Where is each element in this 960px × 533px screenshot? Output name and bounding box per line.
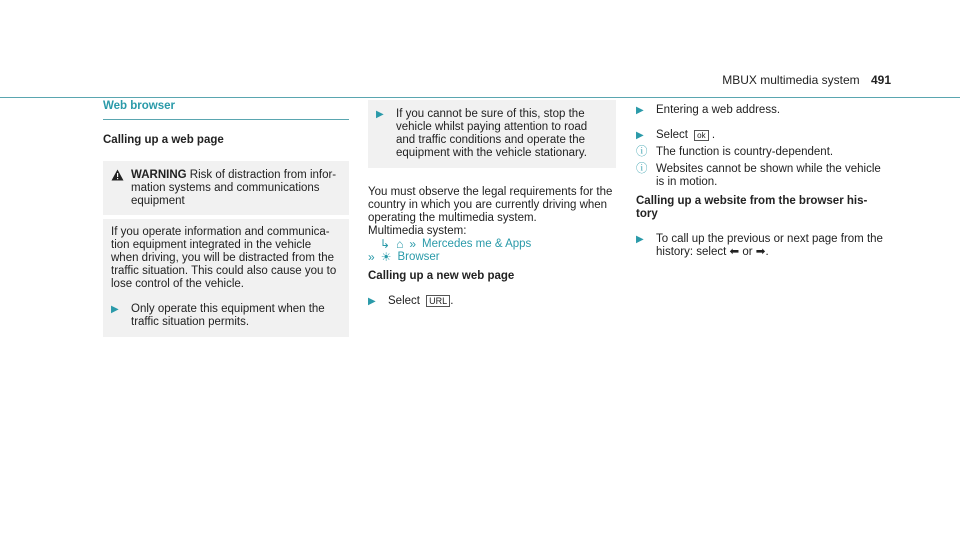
legal-paragraph: You must observe the legal requirements for the country in which you are currently driving when operating the multimedia system.: [368, 186, 613, 224]
header-rule: [0, 97, 960, 98]
warning-step-text: Only operate this equipment when the traffic situation permits.: [131, 303, 325, 328]
warning-text: [131, 169, 341, 208]
nav-path-1: [380, 238, 618, 251]
info-icon: ⓘ: [636, 163, 648, 175]
section-title: Web browser: [103, 100, 175, 112]
column-right: [636, 100, 886, 259]
step-arrow-icon: ▶: [111, 304, 119, 315]
select-label: Select: [388, 295, 420, 307]
history-step: ▶ To call up the previous or next page from the history: select ⬅ or ➡.: [636, 233, 883, 258]
history-step-text: To call up the previous or next page from the history: select: [656, 233, 883, 258]
warning-divider: [103, 215, 349, 219]
ok-key: ok: [694, 130, 708, 141]
subhead-new-page: Calling up a new web page: [368, 270, 515, 282]
select-ok-step: ▶ Select ok .: [636, 129, 716, 141]
double-chevron-icon: »: [409, 237, 416, 251]
info-1: [636, 146, 886, 159]
warning-step: [111, 303, 341, 329]
warning-box: [103, 161, 349, 337]
warning-label: WARNING: [131, 169, 187, 181]
info-2: [636, 163, 886, 189]
step-box: [368, 100, 616, 168]
double-chevron-icon: »: [368, 250, 375, 264]
multimedia-label: Multimedia system:: [368, 225, 467, 237]
step-arrow-icon: ▶: [368, 296, 376, 307]
subhead-history: Calling up a website from the browser his-tory: [636, 195, 868, 220]
column-middle: [368, 100, 618, 308]
browser-icon: ☀: [380, 250, 392, 264]
column-left: [103, 100, 349, 337]
step-box-text: If you cannot be sure of this, stop the vehicle whilst paying attention to road and traffic conditions and operate the equipment with the vehicle stationary.: [396, 108, 588, 159]
warning-title: Risk of distraction from infor-mation systems and communications equipment: [131, 169, 337, 207]
select-url-step: ▶ Select URL .: [368, 295, 454, 307]
nav-path-2: [368, 251, 618, 264]
back-arrow-icon: ⬅: [729, 246, 740, 258]
step-arrow-icon: ▶: [376, 109, 384, 120]
step-box-row: [376, 108, 608, 160]
home-icon: ⌂: [396, 237, 404, 251]
info-2-text: Websites cannot be shown while the vehicle is in motion.: [656, 163, 881, 188]
header-title: MBUX multimedia system: [722, 73, 860, 87]
step-arrow-icon: ▶: [636, 234, 644, 245]
nav-apps: Mercedes me & Apps: [422, 238, 532, 250]
return-arrow-icon: ↳: [380, 237, 391, 251]
enter-address-text: Entering a web address.: [656, 104, 781, 116]
warning-triangle-icon: [111, 169, 131, 208]
step-arrow-icon: ▶: [636, 105, 644, 116]
warning-body: If you operate information and communica-tion equipment integrated in the vehicle when driving, you will be distracted from the traffic situation. This could also cause you to lose control of the vehicle.: [111, 226, 337, 290]
section-rule: [103, 119, 349, 120]
page-number: 491: [870, 73, 891, 87]
info-icon: ⓘ: [636, 146, 648, 158]
url-key: URL: [426, 295, 450, 307]
nav-browser: Browser: [397, 251, 440, 263]
forward-arrow-icon: ➡: [755, 246, 766, 258]
enter-address-step: [636, 104, 886, 117]
step-arrow-icon: ▶: [636, 130, 644, 141]
select-label: Select: [656, 129, 688, 141]
subhead-calling-up: Calling up a web page: [103, 134, 224, 146]
page-header: [722, 73, 891, 87]
info-1-text: The function is country-dependent.: [656, 146, 834, 158]
or-label: or: [742, 246, 753, 258]
